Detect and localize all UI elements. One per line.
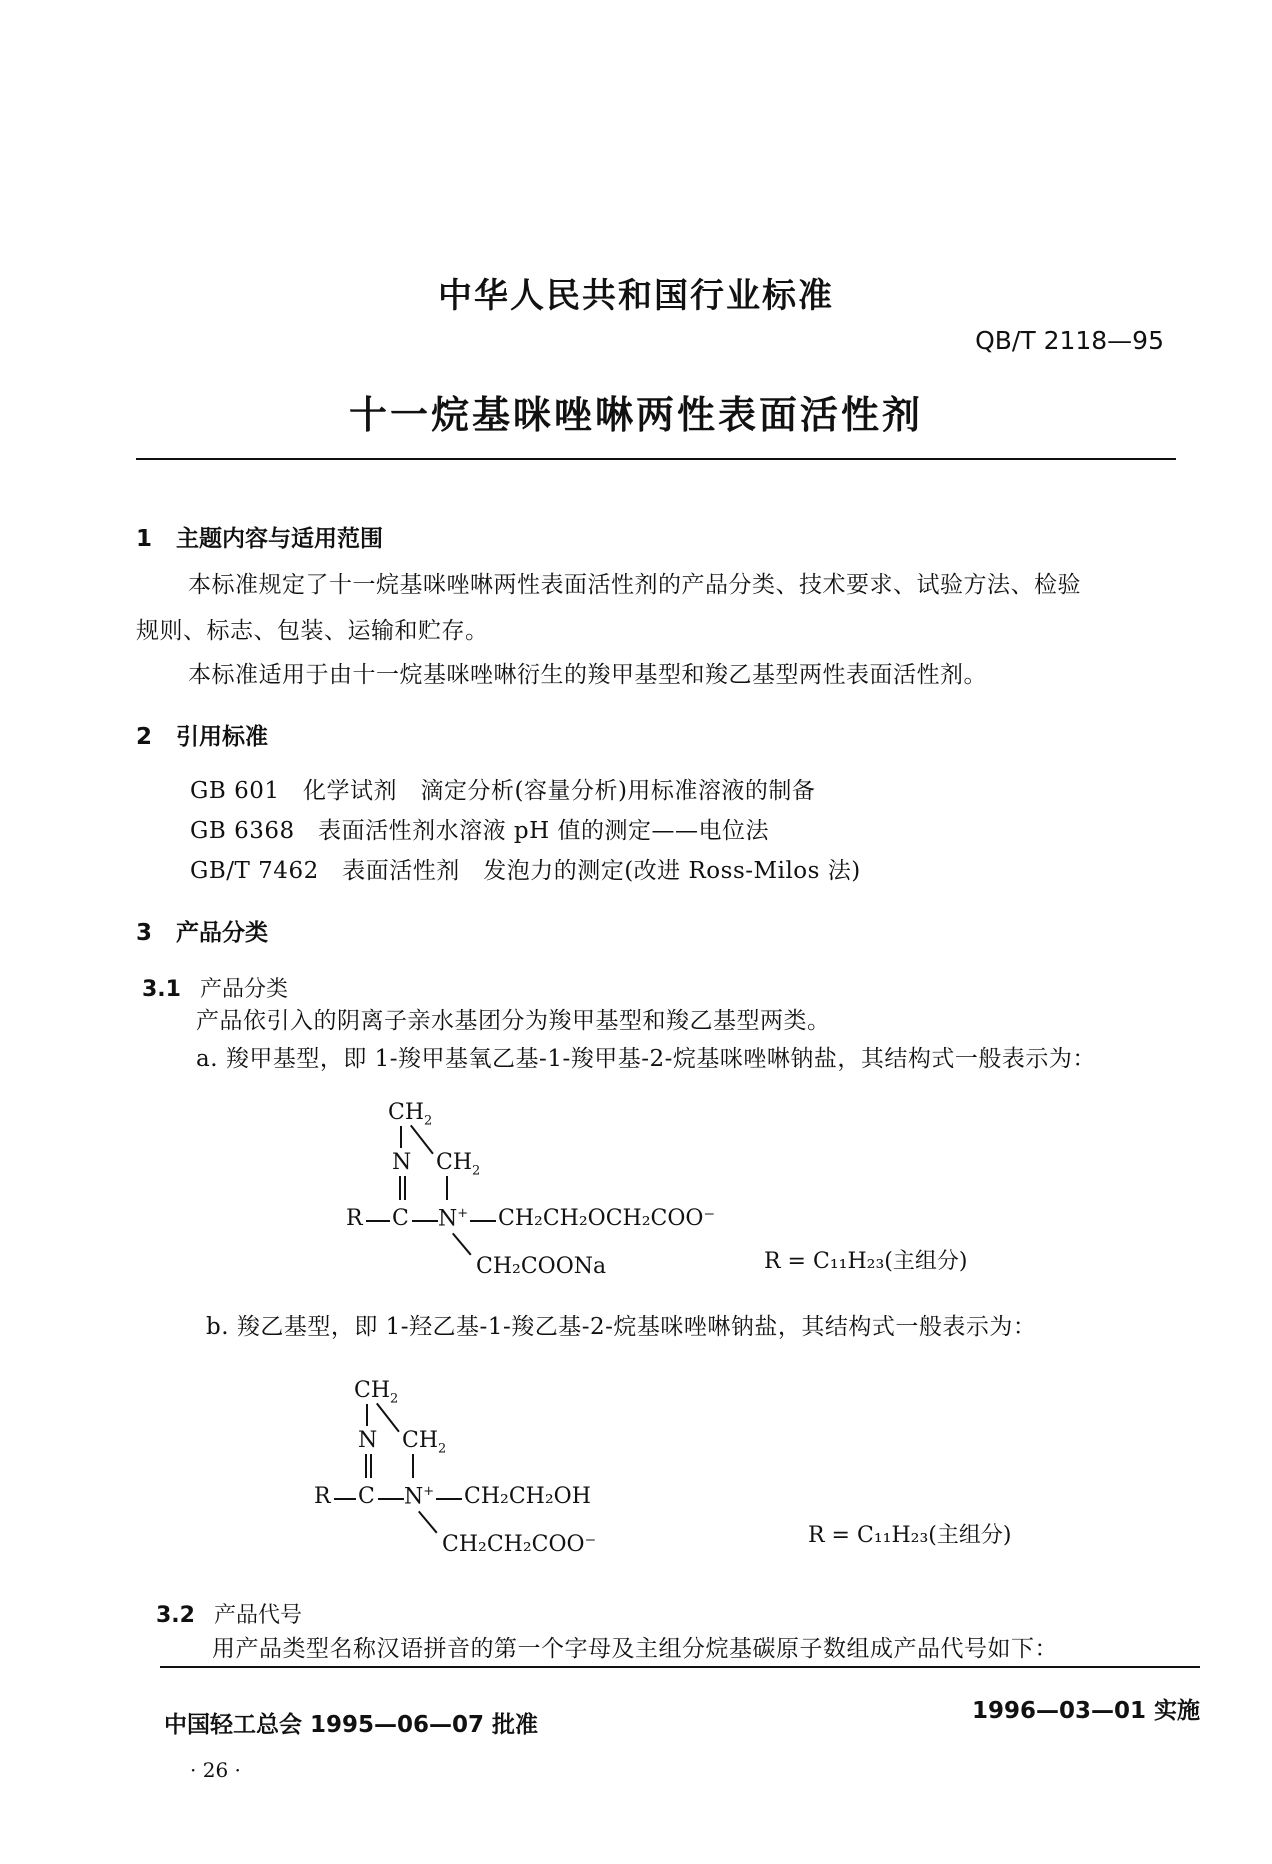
subsection-title: 产品代号 — [214, 1603, 303, 1628]
bond-line — [378, 1498, 404, 1500]
formula-label: R — [346, 1206, 363, 1231]
formula-label: $CH_2$ — [388, 1100, 433, 1129]
subsection-title: 产品分类 — [200, 977, 289, 1002]
reference-item: GB/T 7462 表面活性剂 发泡力的测定(改进 Ross-Milos 法) — [190, 858, 861, 884]
bond-line — [399, 1176, 401, 1200]
section-1-para-1-line-2: 规则、标志、包装、运输和贮存。 — [136, 618, 489, 644]
formula-r-definition: R = C₁₁H₂₃(主组分) — [764, 1249, 968, 1274]
title-rule — [136, 458, 1176, 460]
bond-line — [370, 1454, 372, 1478]
formula-label: CH₂CH₂OH — [464, 1484, 591, 1509]
formula-label: C — [392, 1206, 409, 1231]
bond-line — [418, 1511, 438, 1534]
formula-label: CH₂CH₂COO⁻ — [442, 1532, 597, 1557]
section-title: 主题内容与适用范围 — [176, 526, 383, 552]
subsection-3-2-heading — [156, 1598, 302, 1629]
subsection-number: 3.2 — [156, 1603, 195, 1628]
bond-line — [446, 1176, 448, 1200]
formula-label: N — [358, 1428, 378, 1453]
section-number: 3 — [136, 920, 153, 946]
section-1-heading — [136, 520, 383, 553]
formula-r-definition: R = C₁₁H₂₃(主组分) — [808, 1523, 1012, 1548]
section-title: 引用标准 — [176, 724, 268, 750]
formula-label: R — [314, 1484, 331, 1509]
bond-line — [436, 1498, 462, 1500]
bond-line — [400, 1126, 402, 1148]
formula-label: $CH_2$ — [402, 1428, 447, 1457]
subsection-3-1-heading — [142, 972, 288, 1003]
bond-line — [376, 1403, 400, 1433]
bond-line — [470, 1220, 496, 1222]
approval-date: 中国轻工总会 1995—06—07 批准 — [164, 1712, 539, 1738]
bond-line — [410, 1125, 434, 1155]
bond-line — [366, 1404, 368, 1426]
section-number: 1 — [136, 526, 153, 552]
formula-label: N — [392, 1150, 412, 1175]
standard-number: QB/T 2118—95 — [975, 326, 1164, 355]
formula-label: $CH_2$ — [354, 1378, 399, 1407]
implementation-date: 1996—03—01 实施 — [971, 1698, 1200, 1724]
document-title: 十一烷基咪唑啉两性表面活性剂 — [348, 393, 923, 437]
bond-line — [334, 1498, 356, 1500]
formula-label: C — [358, 1484, 375, 1509]
section-1-para-1-line-1: 本标准规定了十一烷基咪唑啉两性表面活性剂的产品分类、技术要求、试验方法、检验 — [188, 572, 1081, 598]
section-title: 产品分类 — [176, 920, 268, 946]
section-1-para-2: 本标准适用于由十一烷基咪唑啉衍生的羧甲基型和羧乙基型两性表面活性剂。 — [188, 662, 987, 688]
section-2-heading — [136, 718, 268, 751]
formula-label: $CH_2$ — [436, 1150, 481, 1179]
reference-item: GB 6368 表面活性剂水溶液 pH 值的测定——电位法 — [190, 818, 770, 844]
bond-line — [412, 1454, 414, 1478]
bond-line — [365, 1454, 367, 1478]
reference-item: GB 601 化学试剂 滴定分析(容量分析)用标准溶液的制备 — [190, 778, 816, 804]
bond-line — [412, 1220, 438, 1222]
subsection-3-2-text: 用产品类型名称汉语拼音的第一个字母及主组分烷基碳原子数组成产品代号如下： — [212, 1636, 1058, 1662]
page-number: · 26 · — [190, 1758, 241, 1782]
formula-label: CH₂CH₂OCH₂COO⁻ — [498, 1206, 716, 1231]
section-number: 2 — [136, 724, 153, 750]
subsection-3-1-intro: 产品依引入的阴离子亲水基团分为羧甲基型和羧乙基型两类。 — [196, 1008, 831, 1034]
bond-line — [404, 1176, 406, 1200]
footer-rule — [160, 1666, 1200, 1668]
bond-line — [452, 1233, 472, 1256]
formula-label: N+ — [438, 1206, 469, 1232]
item-a-text: a. 羧甲基型，即 1-羧甲基氧乙基-1-羧甲基-2-烷基咪唑啉钠盐，其结构式一般表示为： — [196, 1046, 1096, 1072]
section-3-heading — [136, 914, 268, 947]
item-b-text: b. 羧乙基型，即 1-羟乙基-1-羧乙基-2-烷基咪唑啉钠盐，其结构式一般表示为： — [206, 1314, 1037, 1340]
bond-line — [366, 1220, 390, 1222]
org-title: 中华人民共和国行业标准 — [438, 276, 834, 316]
subsection-number: 3.1 — [142, 977, 181, 1002]
formula-label: N+ — [404, 1484, 435, 1510]
formula-label: CH₂COONa — [476, 1254, 607, 1279]
